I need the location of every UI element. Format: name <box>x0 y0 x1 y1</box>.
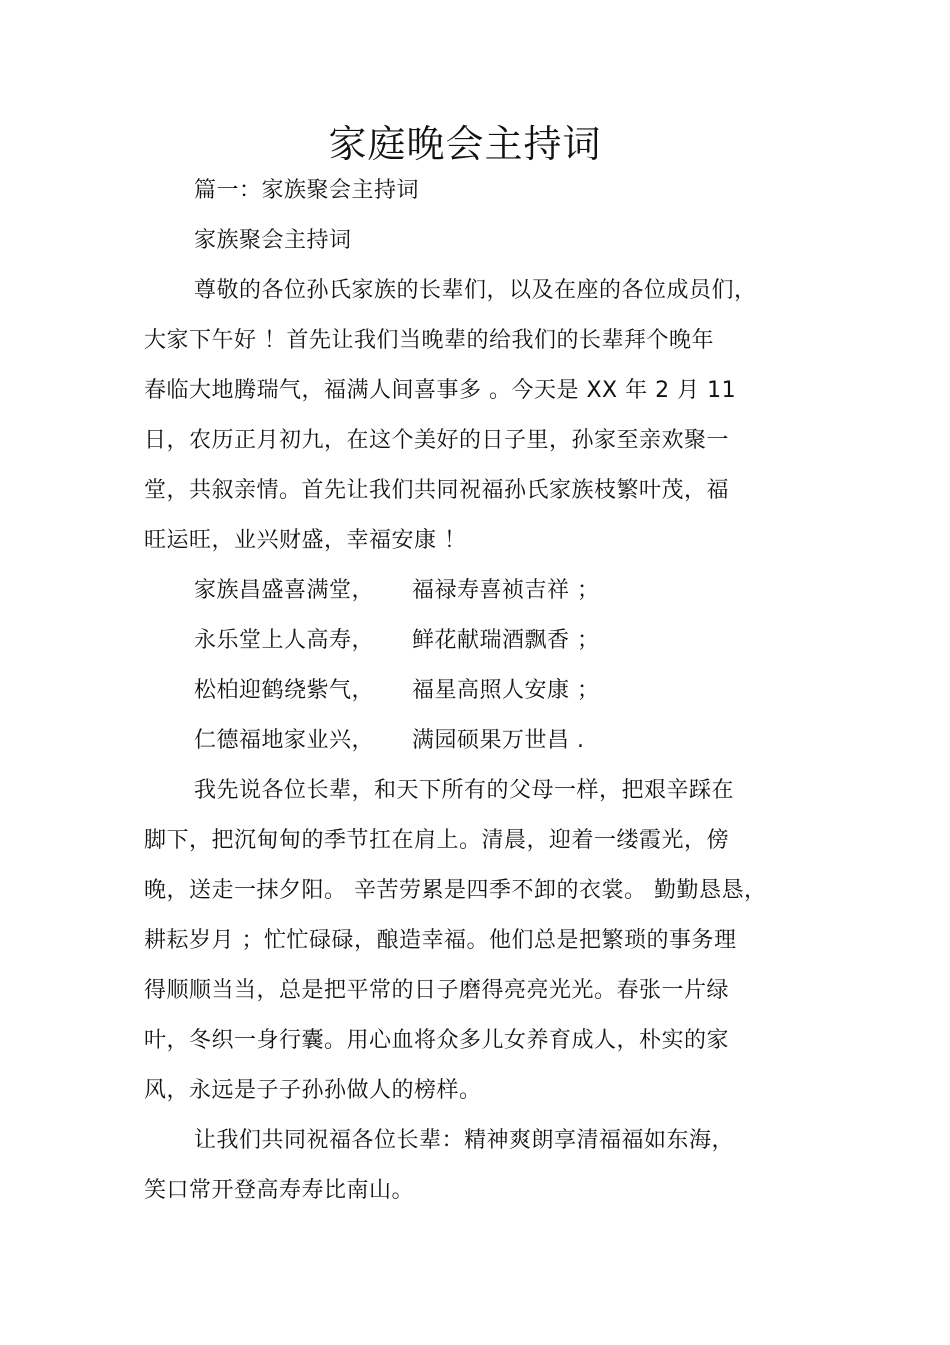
paragraph-line: 旺运旺，业兴财盛，幸福安康 ！ <box>144 528 467 553</box>
couplet-second: 满园硕果万世昌 . <box>412 728 585 753</box>
paragraph-line: 日，农历正月初九，在这个美好的日子里，孙家至亲欢聚一 <box>144 428 730 453</box>
couplet-second: 福禄寿喜祯吉祥 ； <box>412 578 600 603</box>
subheading: 家族聚会主持词 <box>194 228 352 253</box>
paragraph-line: 晚，送走一抹夕阳。 辛苦劳累是四季不卸的衣裳。 勤勤恳恳， <box>144 878 767 903</box>
couplet-first: 永乐堂上人高寿， <box>194 628 375 653</box>
document-title: 家庭晚会主持词 <box>328 122 602 166</box>
paragraph-line: 大家下午好 ！首先让我们当晚辈的给我们的长辈拜个晚年 <box>144 328 714 353</box>
paragraph-line: 耕耘岁月 ；忙忙碌碌，酿造幸福。他们总是把繁琐的事务理 <box>144 928 737 953</box>
paragraph-line: 尊敬的各位孙氏家族的长辈们，以及在座的各位成员们， <box>194 278 757 303</box>
paragraph-line: 风，永远是子子孙孙做人的榜样。 <box>144 1078 482 1103</box>
paragraph-line: 春临大地腾瑞气，福满人间喜事多 。今天是 XX 年 2 月 11 <box>144 378 737 403</box>
paragraph-line: 让我们共同祝福各位长辈：精神爽朗享清福福如东海， <box>194 1128 735 1153</box>
couplet-first: 仁德福地家业兴， <box>194 728 375 753</box>
couplet-first: 家族昌盛喜满堂， <box>194 578 375 603</box>
couplet-second: 福星高照人安康 ； <box>412 678 600 703</box>
section-heading: 篇一：家族聚会主持词 <box>194 178 420 203</box>
couplet-second: 鲜花献瑞酒飘香 ； <box>412 628 600 653</box>
paragraph-line: 笑口常开登高寿寿比南山。 <box>144 1178 415 1203</box>
paragraph-line: 我先说各位长辈，和天下所有的父母一样，把艰辛踩在 <box>194 778 735 803</box>
paragraph-line: 得顺顺当当，总是把平常的日子磨得亮亮光光。春张一片绿 <box>144 978 730 1003</box>
couplet-first: 松柏迎鹤绕紫气， <box>194 678 375 703</box>
paragraph-line: 脚下，把沉甸甸的季节扛在肩上。清晨，迎着一缕霞光，傍 <box>144 828 730 853</box>
paragraph-line: 堂，共叙亲情。首先让我们共同祝福孙氏家族枝繁叶茂，福 <box>144 478 730 503</box>
paragraph-line: 叶，冬织一身行囊。用心血将众多儿女养育成人，朴实的家 <box>144 1028 730 1053</box>
